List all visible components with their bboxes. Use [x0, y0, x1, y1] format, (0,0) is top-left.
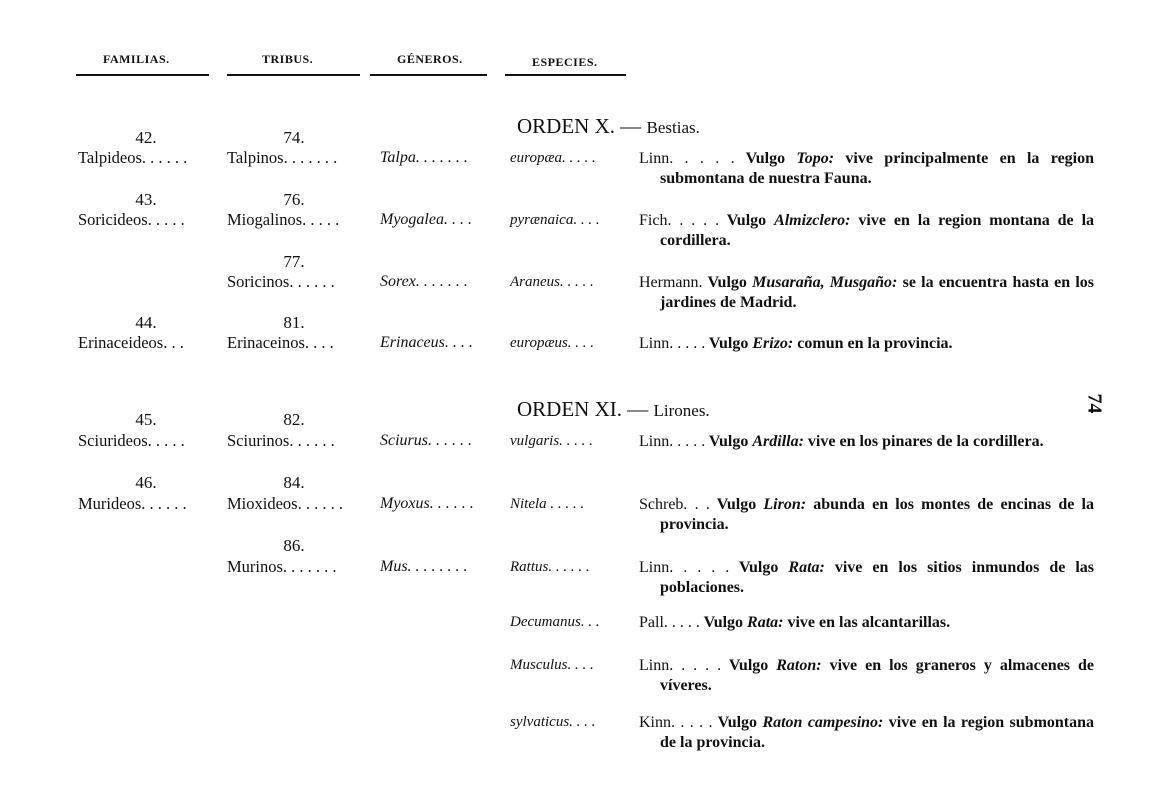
especie-description [639, 613, 1094, 633]
especie-description [639, 558, 1094, 598]
tribu-number: 77. [283, 252, 305, 271]
especie-name: europæus. . . . [510, 335, 595, 351]
order-prefix: ORDEN X. — [517, 114, 647, 138]
especie-name: Nitela . . . . . [510, 496, 585, 512]
tribu-name: Talpinos. . . . . . . [227, 148, 338, 167]
common-name: Raton campesino: [762, 714, 884, 731]
especie-description [639, 334, 1094, 354]
header-generos: GÉNEROS. [397, 52, 463, 66]
vulgo-label: Vulgo [699, 614, 748, 631]
familia-name: Erinaceideos. . . [78, 333, 184, 352]
especie-description [639, 656, 1094, 696]
familia-name: Sciurideos. . . . . [78, 431, 185, 450]
familia-number: 44. [135, 313, 157, 332]
especie-author: Pall. . . . . [639, 614, 700, 631]
vulgo-label: Vulgo [719, 212, 775, 229]
especie-name: Musculus. . . . [510, 657, 594, 673]
vulgo-label: Vulgo [734, 150, 797, 167]
especie-notes: vive en los graneros y almacenes de víveres. [660, 657, 1095, 694]
especie-author: Kinn. . . . . [639, 714, 713, 731]
especie-notes: vive en los sitios inmundos de las poblaciones. [660, 559, 1095, 596]
familia-number: 42. [135, 128, 157, 147]
vulgo-label: Vulgo [712, 714, 763, 731]
especie-author: Linn. . . . . [639, 150, 735, 167]
common-name: Raton: [776, 657, 822, 674]
especie-notes: abunda en los montes de encinas de la provincia. [660, 496, 1094, 533]
tribu-name: Soricinos. . . . . . [227, 272, 335, 291]
genero-name: Erinaceus. . . . [380, 334, 473, 351]
tribu-number: 76. [283, 190, 305, 209]
order-title [517, 397, 710, 422]
common-name: Almizclero: [774, 212, 851, 229]
genero-name: Myoxus. . . . . . [380, 495, 474, 512]
order-prefix: ORDEN XI. — [517, 397, 654, 421]
header-familias: FAMILIAS. [103, 52, 170, 66]
especie-name: vulgaris. . . . . [510, 433, 593, 449]
tribu-number: 86. [283, 536, 305, 555]
header-familias-rule [76, 74, 209, 76]
especie-description [639, 273, 1094, 313]
page-number: 74 [1083, 393, 1106, 414]
especie-author: Linn. . . . . [639, 335, 706, 352]
especie-notes: comun en la provincia. [793, 335, 953, 352]
vulgo-label: Vulgo [709, 496, 764, 513]
order-name: Lirones. [653, 401, 710, 420]
familia-number: 43. [135, 190, 157, 209]
header-tribus: TRIBUS. [262, 52, 314, 66]
vulgo-label: Vulgo [705, 433, 753, 450]
familia-number: 45. [135, 410, 157, 429]
especie-name: sylvaticus. . . . [510, 714, 596, 730]
vulgo-label: Vulgo [702, 274, 753, 291]
common-name: Musaraña, Musgaño: [752, 274, 898, 291]
order-title [517, 114, 700, 139]
header-generos-rule [370, 74, 487, 76]
genero-name: Mus. . . . . . . . [380, 558, 468, 575]
especie-author: Linn. . . . . [639, 433, 706, 450]
common-name: Ardilla: [752, 433, 804, 450]
header-tribus-rule [227, 74, 360, 76]
common-name: Rata: [747, 614, 784, 631]
common-name: Rata: [788, 559, 825, 576]
tribu-number: 81. [283, 313, 305, 332]
especie-name: Rattus. . . . . . [510, 559, 590, 575]
especie-notes: se la encuentra hasta en los jardines de Madrid. [660, 274, 1095, 311]
common-name: Liron: [763, 496, 807, 513]
especie-name: pyrænaica. . . . [510, 212, 600, 228]
vulgo-label: Vulgo [721, 657, 777, 674]
especie-author: Linn. . . . . [639, 657, 722, 674]
genero-name: Sciurus. . . . . . [380, 432, 472, 449]
header-especies: ESPECIES. [532, 55, 598, 69]
especie-author: Linn. . . . . [639, 559, 730, 576]
tribu-name: Mioxideos. . . . . . [227, 494, 343, 513]
header-especies-rule [505, 74, 626, 76]
especie-description [639, 211, 1094, 251]
tribu-name: Sciurinos. . . . . . [227, 431, 335, 450]
especie-notes: vive en los pinares de la cordillera. [803, 433, 1044, 450]
especie-description [639, 713, 1094, 753]
genero-name: Myogalea. . . . [380, 211, 472, 228]
common-name: Erizo: [752, 335, 794, 352]
tribu-number: 82. [283, 410, 305, 429]
especie-notes: vive en la region submontana de la provincia. [660, 714, 1095, 751]
genero-name: Talpa. . . . . . . [380, 149, 468, 166]
tribu-name: Erinaceinos. . . . [227, 333, 334, 352]
familia-name: Talpideos. . . . . . [78, 148, 188, 167]
especie-description [639, 149, 1094, 189]
especie-notes: vive en las alcantarillas. [783, 614, 951, 631]
especie-description [639, 432, 1094, 452]
vulgo-label: Vulgo [729, 559, 789, 576]
especie-name: europæa. . . . . [510, 150, 596, 166]
tribu-name: Murinos. . . . . . . [227, 557, 337, 576]
common-name: Topo: [796, 150, 835, 167]
especie-description [639, 495, 1094, 535]
tribu-number: 74. [283, 128, 305, 147]
tribu-name: Miogalinos. . . . . [227, 210, 340, 229]
familia-name: Soricideos. . . . . [78, 210, 185, 229]
especie-notes: vive en la region montana de la cordillera. [660, 212, 1095, 249]
vulgo-label: Vulgo [705, 335, 753, 352]
especie-notes: vive principalmente en la region submontana de nuestra Fauna. [660, 150, 1095, 187]
tribu-number: 84. [283, 473, 305, 492]
especie-name: Decumanus. . . [510, 614, 600, 630]
especie-author: Fich. . . . . [639, 212, 720, 229]
especie-name: Araneus. . . . . [510, 274, 594, 290]
especie-author: Hermann. [639, 274, 703, 291]
order-name: Bestias. [646, 118, 700, 137]
genero-name: Sorex. . . . . . . [380, 273, 468, 290]
familia-name: Murideos. . . . . . [78, 494, 187, 513]
familia-number: 46. [135, 473, 157, 492]
especie-author: Schreb. . . [639, 496, 710, 513]
